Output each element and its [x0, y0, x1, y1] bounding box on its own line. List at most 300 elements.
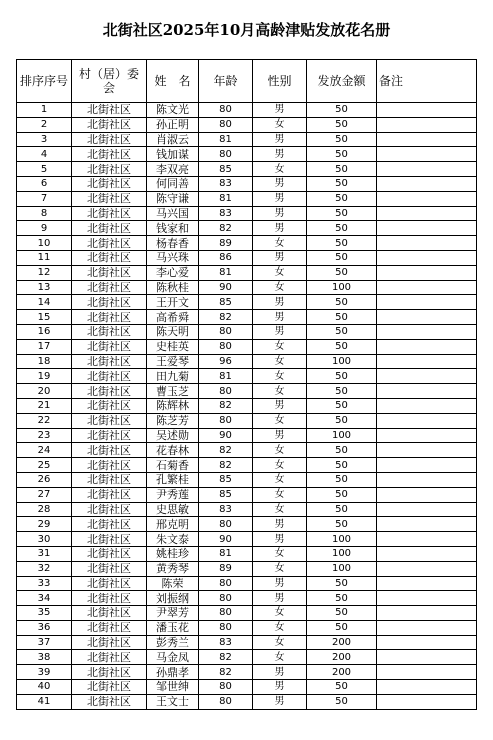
row-index-cell: 13 — [17, 280, 72, 295]
row-amount-cell: 50 — [307, 680, 377, 695]
table-row — [17, 324, 477, 339]
table-row — [17, 443, 477, 458]
row-amount-cell: 50 — [307, 221, 377, 236]
row-age-cell: 81 — [199, 191, 253, 206]
row-index-cell: 21 — [17, 398, 72, 413]
header-gender: 性别 — [253, 60, 307, 103]
row-age-cell: 80 — [199, 147, 253, 162]
row-name-cell: 马兴国 — [147, 206, 199, 221]
row-gender-cell: 男 — [253, 398, 307, 413]
row-age-cell: 80 — [199, 117, 253, 132]
row-village-cell: 北街社区 — [72, 132, 147, 147]
row-gender-cell: 女 — [253, 502, 307, 517]
row-amount-cell: 50 — [307, 443, 377, 458]
row-index-cell: 19 — [17, 369, 72, 384]
row-name-cell: 肖淑云 — [147, 132, 199, 147]
table-row — [17, 620, 477, 635]
row-note-cell — [377, 665, 477, 680]
row-note-cell — [377, 680, 477, 695]
row-age-cell: 89 — [199, 236, 253, 251]
row-village-cell: 北街社区 — [72, 591, 147, 606]
row-amount-cell: 50 — [307, 472, 377, 487]
row-index-cell: 40 — [17, 680, 72, 695]
row-gender-cell: 男 — [253, 532, 307, 547]
row-index-cell: 27 — [17, 487, 72, 502]
row-village-cell: 北街社区 — [72, 206, 147, 221]
table-row — [17, 591, 477, 606]
header-village: 村（居）委会 — [72, 60, 147, 103]
table-row — [17, 532, 477, 547]
row-amount-cell: 100 — [307, 532, 377, 547]
row-name-cell: 彭秀兰 — [147, 635, 199, 650]
row-name-cell: 史桂英 — [147, 339, 199, 354]
row-village-cell: 北街社区 — [72, 398, 147, 413]
row-village-cell: 北街社区 — [72, 694, 147, 709]
row-gender-cell: 女 — [253, 354, 307, 369]
table-row — [17, 339, 477, 354]
table-row — [17, 250, 477, 265]
row-note-cell — [377, 384, 477, 399]
row-village-cell: 北街社区 — [72, 147, 147, 162]
row-note-cell — [377, 472, 477, 487]
row-note-cell — [377, 221, 477, 236]
row-age-cell: 82 — [199, 443, 253, 458]
row-name-cell: 王文士 — [147, 694, 199, 709]
row-village-cell: 北街社区 — [72, 250, 147, 265]
row-village-cell: 北街社区 — [72, 665, 147, 680]
row-village-cell: 北街社区 — [72, 103, 147, 118]
row-gender-cell: 男 — [253, 295, 307, 310]
row-gender-cell: 女 — [253, 413, 307, 428]
row-gender-cell: 男 — [253, 694, 307, 709]
row-gender-cell: 女 — [253, 236, 307, 251]
row-age-cell: 80 — [199, 103, 253, 118]
row-gender-cell: 女 — [253, 369, 307, 384]
row-age-cell: 86 — [199, 250, 253, 265]
row-amount-cell: 50 — [307, 132, 377, 147]
row-name-cell: 钱家和 — [147, 221, 199, 236]
row-index-cell: 29 — [17, 517, 72, 532]
row-age-cell: 80 — [199, 384, 253, 399]
row-name-cell: 潘玉花 — [147, 620, 199, 635]
row-gender-cell: 男 — [253, 324, 307, 339]
row-index-cell: 14 — [17, 295, 72, 310]
row-note-cell — [377, 546, 477, 561]
row-gender-cell: 男 — [253, 147, 307, 162]
row-gender-cell: 女 — [253, 117, 307, 132]
row-amount-cell: 50 — [307, 487, 377, 502]
row-age-cell: 85 — [199, 162, 253, 177]
row-amount-cell: 50 — [307, 620, 377, 635]
row-amount-cell: 100 — [307, 546, 377, 561]
row-age-cell: 82 — [199, 665, 253, 680]
row-index-cell: 3 — [17, 132, 72, 147]
table-row — [17, 428, 477, 443]
table-row — [17, 265, 477, 280]
row-note-cell — [377, 532, 477, 547]
row-age-cell: 81 — [199, 546, 253, 561]
row-index-cell: 18 — [17, 354, 72, 369]
row-name-cell: 尹翠芳 — [147, 606, 199, 621]
table-row — [17, 413, 477, 428]
row-index-cell: 5 — [17, 162, 72, 177]
row-age-cell: 82 — [199, 398, 253, 413]
row-name-cell: 杨春香 — [147, 236, 199, 251]
row-index-cell: 26 — [17, 472, 72, 487]
row-gender-cell: 女 — [253, 620, 307, 635]
row-gender-cell: 女 — [253, 443, 307, 458]
row-name-cell: 孙正明 — [147, 117, 199, 132]
row-village-cell: 北街社区 — [72, 117, 147, 132]
row-note-cell — [377, 295, 477, 310]
row-name-cell: 王开文 — [147, 295, 199, 310]
table-row — [17, 650, 477, 665]
row-index-cell: 11 — [17, 250, 72, 265]
table-row — [17, 665, 477, 680]
row-name-cell: 王爱琴 — [147, 354, 199, 369]
table-row — [17, 191, 477, 206]
row-name-cell: 姚桂珍 — [147, 546, 199, 561]
row-note-cell — [377, 635, 477, 650]
row-village-cell: 北街社区 — [72, 443, 147, 458]
row-note-cell — [377, 576, 477, 591]
row-village-cell: 北街社区 — [72, 680, 147, 695]
row-name-cell: 陈秋桂 — [147, 280, 199, 295]
row-amount-cell: 50 — [307, 606, 377, 621]
row-amount-cell: 50 — [307, 206, 377, 221]
row-index-cell: 1 — [17, 103, 72, 118]
row-village-cell: 北街社区 — [72, 191, 147, 206]
roster-table — [16, 59, 477, 710]
table-row — [17, 487, 477, 502]
row-age-cell: 85 — [199, 295, 253, 310]
row-gender-cell: 男 — [253, 206, 307, 221]
row-note-cell — [377, 132, 477, 147]
row-age-cell: 80 — [199, 339, 253, 354]
row-village-cell: 北街社区 — [72, 620, 147, 635]
row-amount-cell: 50 — [307, 191, 377, 206]
row-village-cell: 北街社区 — [72, 606, 147, 621]
row-village-cell: 北街社区 — [72, 221, 147, 236]
row-amount-cell: 50 — [307, 310, 377, 325]
table-row — [17, 472, 477, 487]
row-gender-cell: 男 — [253, 576, 307, 591]
row-index-cell: 22 — [17, 413, 72, 428]
row-note-cell — [377, 191, 477, 206]
row-name-cell: 孙鼎孝 — [147, 665, 199, 680]
row-gender-cell: 女 — [253, 487, 307, 502]
row-index-cell: 12 — [17, 265, 72, 280]
table-row — [17, 310, 477, 325]
row-age-cell: 82 — [199, 221, 253, 236]
row-amount-cell: 50 — [307, 147, 377, 162]
row-gender-cell: 男 — [253, 517, 307, 532]
row-village-cell: 北街社区 — [72, 265, 147, 280]
row-note-cell — [377, 162, 477, 177]
row-amount-cell: 100 — [307, 428, 377, 443]
row-gender-cell: 女 — [253, 162, 307, 177]
row-note-cell — [377, 428, 477, 443]
row-index-cell: 24 — [17, 443, 72, 458]
row-index-cell: 20 — [17, 384, 72, 399]
row-index-cell: 25 — [17, 458, 72, 473]
row-name-cell: 邹世绅 — [147, 680, 199, 695]
roster-body — [17, 103, 477, 710]
row-age-cell: 80 — [199, 517, 253, 532]
row-gender-cell: 女 — [253, 384, 307, 399]
row-village-cell: 北街社区 — [72, 176, 147, 191]
table-row — [17, 162, 477, 177]
row-amount-cell: 50 — [307, 413, 377, 428]
row-index-cell: 10 — [17, 236, 72, 251]
row-amount-cell: 100 — [307, 561, 377, 576]
row-amount-cell: 50 — [307, 103, 377, 118]
row-village-cell: 北街社区 — [72, 384, 147, 399]
row-village-cell: 北街社区 — [72, 413, 147, 428]
row-name-cell: 邢克明 — [147, 517, 199, 532]
table-row — [17, 635, 477, 650]
table-row — [17, 458, 477, 473]
row-index-cell: 28 — [17, 502, 72, 517]
table-row — [17, 221, 477, 236]
row-age-cell: 90 — [199, 428, 253, 443]
row-note-cell — [377, 398, 477, 413]
table-row — [17, 147, 477, 162]
row-age-cell: 80 — [199, 606, 253, 621]
row-index-cell: 33 — [17, 576, 72, 591]
row-index-cell: 17 — [17, 339, 72, 354]
row-amount-cell: 50 — [307, 162, 377, 177]
table-row — [17, 176, 477, 191]
row-amount-cell: 50 — [307, 176, 377, 191]
row-age-cell: 81 — [199, 265, 253, 280]
table-row — [17, 280, 477, 295]
row-village-cell: 北街社区 — [72, 576, 147, 591]
row-age-cell: 80 — [199, 413, 253, 428]
row-note-cell — [377, 458, 477, 473]
table-row — [17, 103, 477, 118]
row-village-cell: 北街社区 — [72, 546, 147, 561]
row-index-cell: 2 — [17, 117, 72, 132]
row-index-cell: 30 — [17, 532, 72, 547]
row-amount-cell: 50 — [307, 458, 377, 473]
row-name-cell: 陈芝芳 — [147, 413, 199, 428]
row-village-cell: 北街社区 — [72, 310, 147, 325]
row-name-cell: 陈天明 — [147, 324, 199, 339]
row-amount-cell: 50 — [307, 398, 377, 413]
row-village-cell: 北街社区 — [72, 458, 147, 473]
row-village-cell: 北街社区 — [72, 369, 147, 384]
row-note-cell — [377, 206, 477, 221]
row-note-cell — [377, 117, 477, 132]
row-village-cell: 北街社区 — [72, 428, 147, 443]
row-note-cell — [377, 591, 477, 606]
table-row — [17, 206, 477, 221]
row-name-cell: 吴述勋 — [147, 428, 199, 443]
row-age-cell: 80 — [199, 680, 253, 695]
row-gender-cell: 女 — [253, 606, 307, 621]
row-age-cell: 90 — [199, 532, 253, 547]
row-note-cell — [377, 502, 477, 517]
row-gender-cell: 女 — [253, 339, 307, 354]
row-amount-cell: 50 — [307, 694, 377, 709]
row-index-cell: 38 — [17, 650, 72, 665]
row-note-cell — [377, 354, 477, 369]
table-row — [17, 546, 477, 561]
row-amount-cell: 100 — [307, 354, 377, 369]
row-index-cell: 41 — [17, 694, 72, 709]
row-amount-cell: 50 — [307, 339, 377, 354]
row-amount-cell: 50 — [307, 295, 377, 310]
row-note-cell — [377, 176, 477, 191]
row-amount-cell: 200 — [307, 635, 377, 650]
row-amount-cell: 50 — [307, 576, 377, 591]
row-note-cell — [377, 413, 477, 428]
row-age-cell: 82 — [199, 458, 253, 473]
row-name-cell: 史思敏 — [147, 502, 199, 517]
row-name-cell: 钱加谋 — [147, 147, 199, 162]
row-gender-cell: 男 — [253, 665, 307, 680]
row-note-cell — [377, 310, 477, 325]
row-note-cell — [377, 443, 477, 458]
row-village-cell: 北街社区 — [72, 162, 147, 177]
header-age: 年龄 — [199, 60, 253, 103]
table-row — [17, 694, 477, 709]
row-name-cell: 马金凤 — [147, 650, 199, 665]
row-index-cell: 16 — [17, 324, 72, 339]
header-amount: 发放金额 — [307, 60, 377, 103]
header-index: 排序序号 — [17, 60, 72, 103]
row-gender-cell: 女 — [253, 650, 307, 665]
row-amount-cell: 50 — [307, 369, 377, 384]
header-row — [17, 60, 477, 103]
table-row — [17, 295, 477, 310]
row-gender-cell: 女 — [253, 561, 307, 576]
row-amount-cell: 50 — [307, 502, 377, 517]
row-amount-cell: 50 — [307, 236, 377, 251]
row-village-cell: 北街社区 — [72, 324, 147, 339]
row-gender-cell: 女 — [253, 280, 307, 295]
row-age-cell: 85 — [199, 472, 253, 487]
row-gender-cell: 女 — [253, 472, 307, 487]
row-village-cell: 北街社区 — [72, 502, 147, 517]
row-amount-cell: 100 — [307, 280, 377, 295]
row-age-cell: 85 — [199, 487, 253, 502]
row-gender-cell: 男 — [253, 132, 307, 147]
row-gender-cell: 男 — [253, 221, 307, 236]
row-amount-cell: 50 — [307, 517, 377, 532]
row-age-cell: 80 — [199, 591, 253, 606]
row-village-cell: 北街社区 — [72, 354, 147, 369]
row-age-cell: 90 — [199, 280, 253, 295]
row-age-cell: 81 — [199, 369, 253, 384]
row-name-cell: 曹玉芝 — [147, 384, 199, 399]
table-row — [17, 680, 477, 695]
row-note-cell — [377, 517, 477, 532]
row-name-cell: 李双亮 — [147, 162, 199, 177]
row-note-cell — [377, 620, 477, 635]
table-row — [17, 117, 477, 132]
row-name-cell: 石菊香 — [147, 458, 199, 473]
row-gender-cell: 男 — [253, 680, 307, 695]
table-row — [17, 561, 477, 576]
row-gender-cell: 女 — [253, 265, 307, 280]
row-note-cell — [377, 369, 477, 384]
row-name-cell: 马兴珠 — [147, 250, 199, 265]
table-row — [17, 236, 477, 251]
row-index-cell: 34 — [17, 591, 72, 606]
row-village-cell: 北街社区 — [72, 236, 147, 251]
row-age-cell: 96 — [199, 354, 253, 369]
row-gender-cell: 男 — [253, 250, 307, 265]
row-index-cell: 32 — [17, 561, 72, 576]
row-index-cell: 6 — [17, 176, 72, 191]
row-name-cell: 何同善 — [147, 176, 199, 191]
row-note-cell — [377, 265, 477, 280]
row-note-cell — [377, 250, 477, 265]
row-amount-cell: 50 — [307, 250, 377, 265]
row-name-cell: 花春林 — [147, 443, 199, 458]
row-amount-cell: 50 — [307, 265, 377, 280]
row-age-cell: 83 — [199, 176, 253, 191]
row-index-cell: 23 — [17, 428, 72, 443]
row-village-cell: 北街社区 — [72, 517, 147, 532]
row-index-cell: 15 — [17, 310, 72, 325]
table-row — [17, 502, 477, 517]
row-amount-cell: 200 — [307, 650, 377, 665]
row-gender-cell: 男 — [253, 191, 307, 206]
table-row — [17, 369, 477, 384]
row-name-cell: 陈文光 — [147, 103, 199, 118]
row-age-cell: 89 — [199, 561, 253, 576]
row-name-cell: 陈守谦 — [147, 191, 199, 206]
row-amount-cell: 50 — [307, 117, 377, 132]
row-gender-cell: 男 — [253, 103, 307, 118]
row-note-cell — [377, 147, 477, 162]
row-village-cell: 北街社区 — [72, 280, 147, 295]
row-name-cell: 陈荣 — [147, 576, 199, 591]
row-gender-cell: 女 — [253, 458, 307, 473]
row-name-cell: 陈辉林 — [147, 398, 199, 413]
row-gender-cell: 男 — [253, 428, 307, 443]
row-gender-cell: 女 — [253, 546, 307, 561]
row-note-cell — [377, 650, 477, 665]
row-gender-cell: 女 — [253, 635, 307, 650]
table-row — [17, 606, 477, 621]
row-index-cell: 31 — [17, 546, 72, 561]
document-title: 北街社区2025年10月高龄津贴发放花名册 — [102, 21, 391, 39]
row-age-cell: 83 — [199, 502, 253, 517]
row-note-cell — [377, 561, 477, 576]
table-row — [17, 354, 477, 369]
row-index-cell: 37 — [17, 635, 72, 650]
row-village-cell: 北街社区 — [72, 472, 147, 487]
row-age-cell: 83 — [199, 206, 253, 221]
row-village-cell: 北街社区 — [72, 650, 147, 665]
table-row — [17, 576, 477, 591]
row-age-cell: 82 — [199, 310, 253, 325]
row-amount-cell: 50 — [307, 324, 377, 339]
row-index-cell: 7 — [17, 191, 72, 206]
row-amount-cell: 200 — [307, 665, 377, 680]
row-village-cell: 北街社区 — [72, 339, 147, 354]
row-note-cell — [377, 324, 477, 339]
row-age-cell: 80 — [199, 576, 253, 591]
row-index-cell: 39 — [17, 665, 72, 680]
row-index-cell: 8 — [17, 206, 72, 221]
row-index-cell: 35 — [17, 606, 72, 621]
row-village-cell: 北街社区 — [72, 295, 147, 310]
